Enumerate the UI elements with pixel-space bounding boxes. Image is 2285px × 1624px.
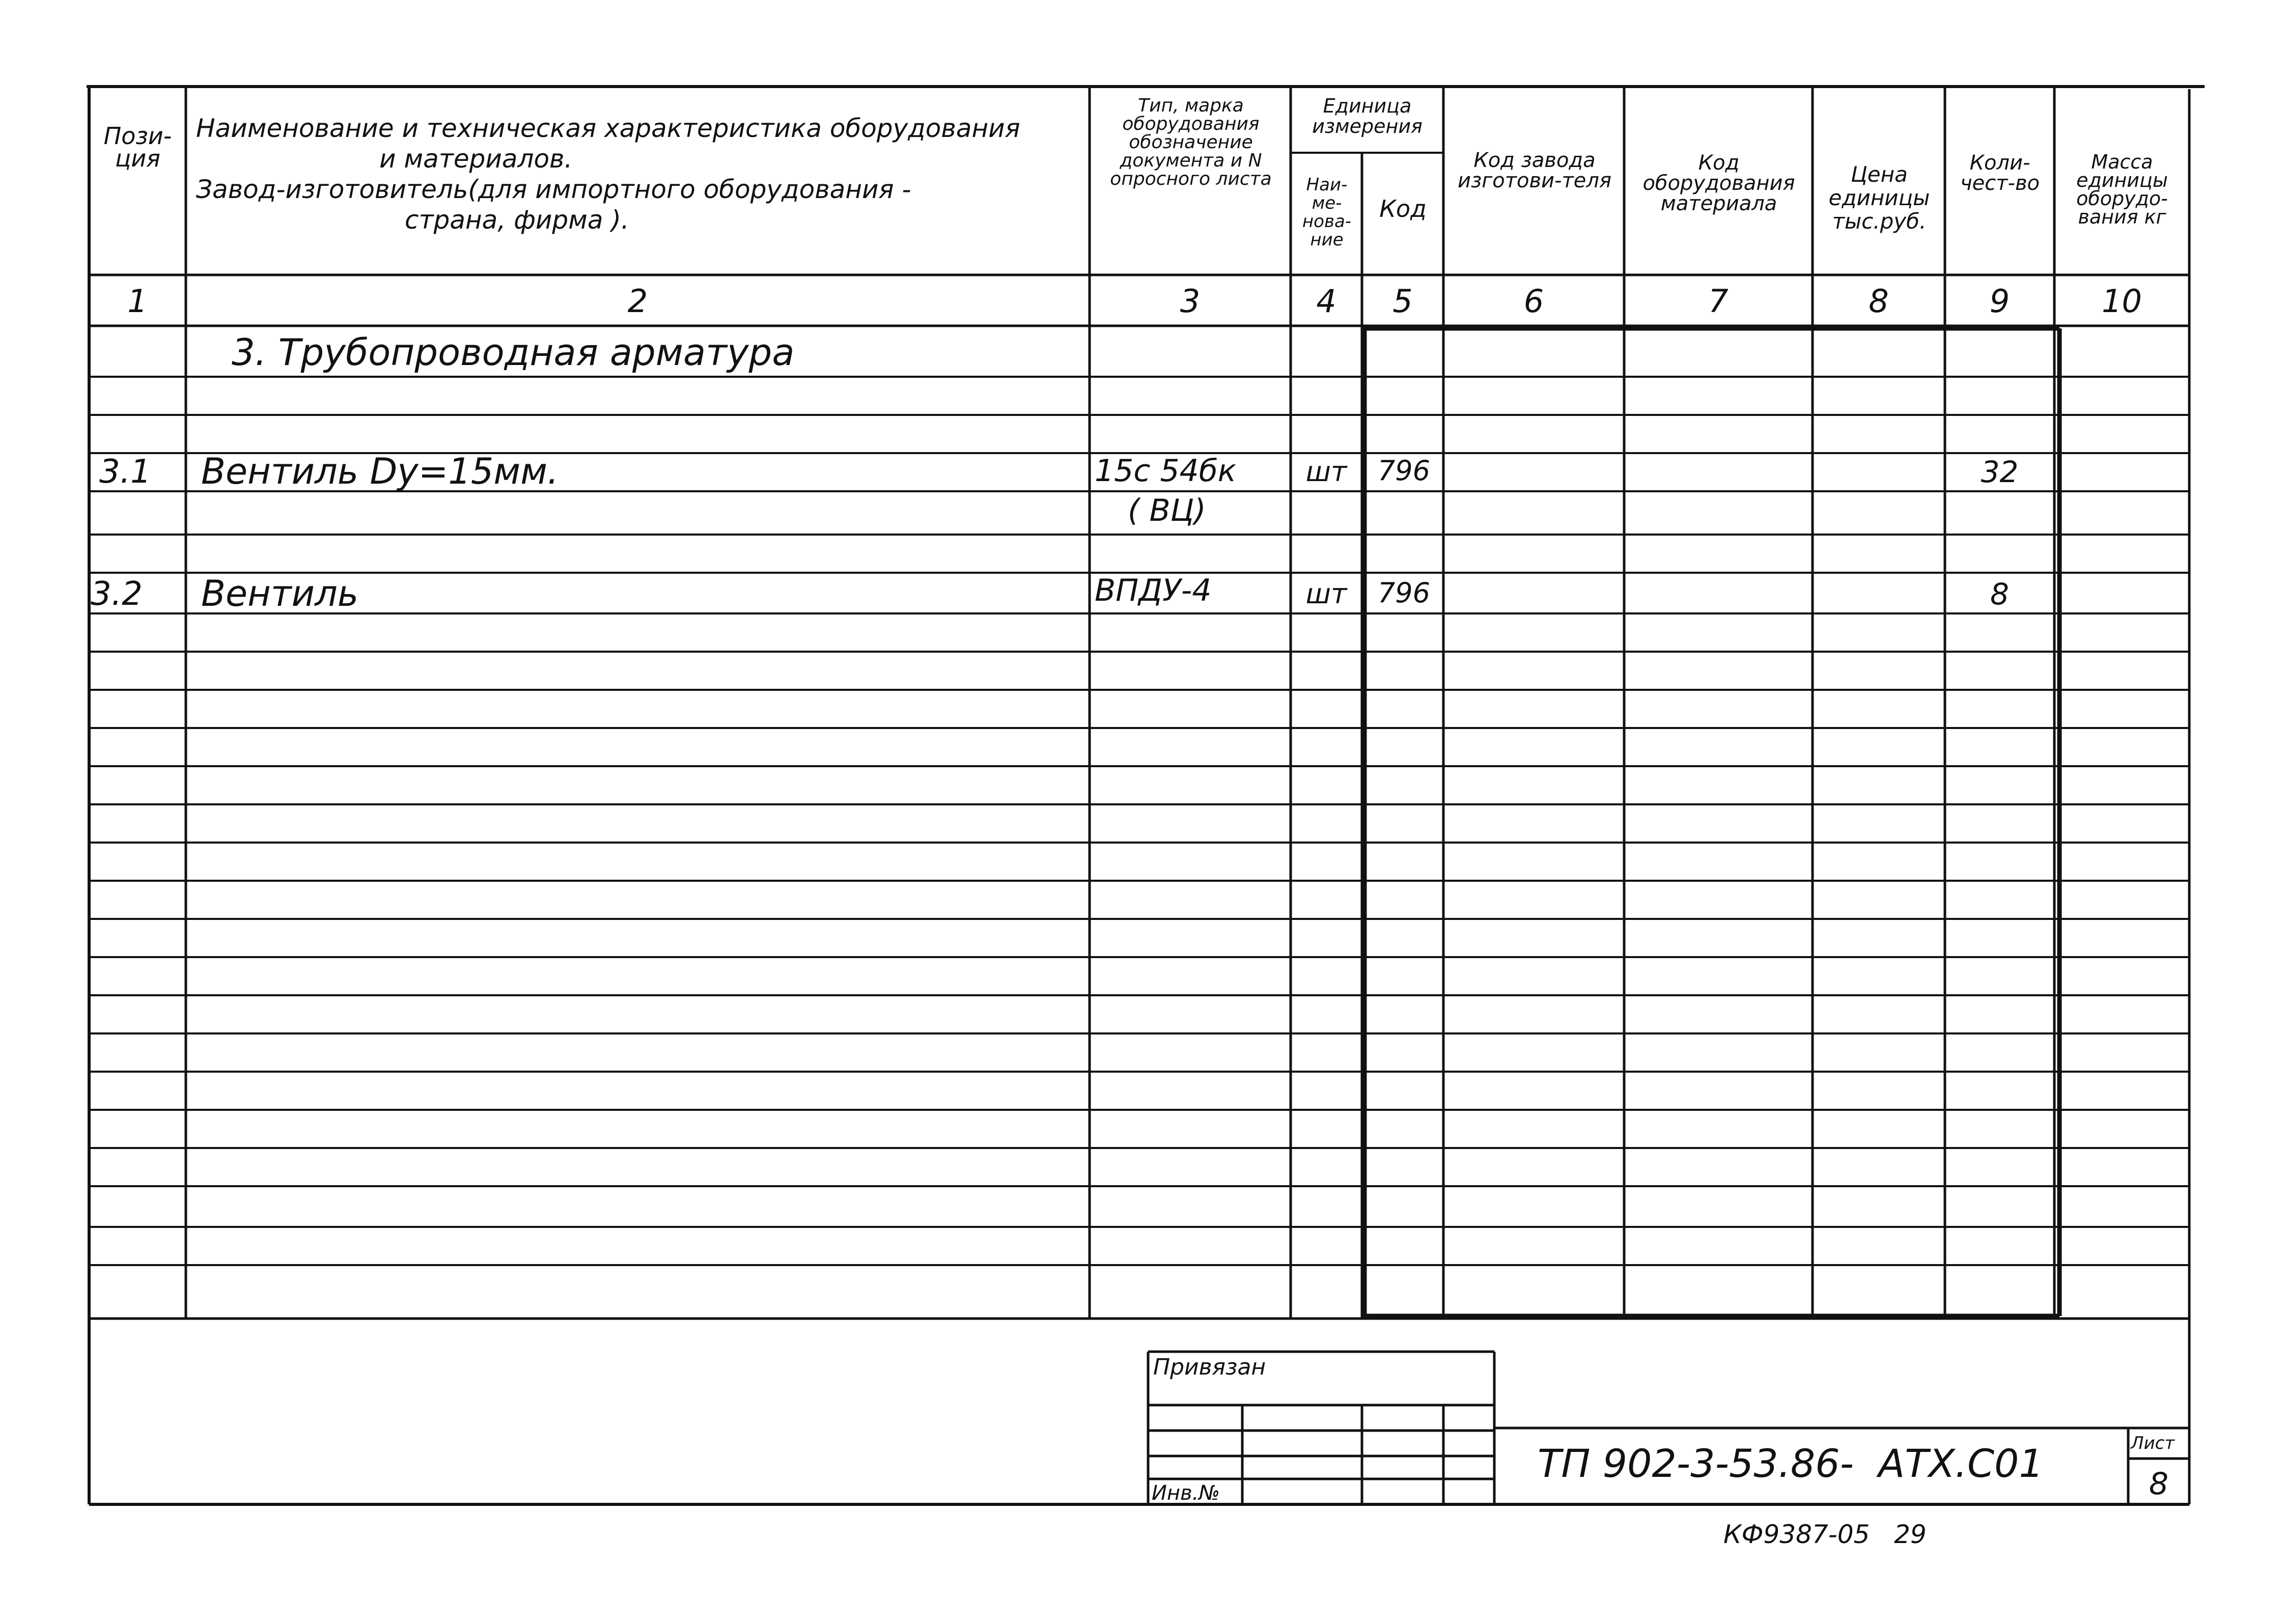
column-number-9: 9 [1989, 283, 2010, 320]
row-unit-code: 796 [1377, 455, 1431, 487]
column-number-6: 6 [1523, 283, 1544, 320]
stamp-privyazan: Привязан [1153, 1354, 1266, 1380]
header-unit-name: Наи-ме-нова-ние [1302, 175, 1352, 250]
column-number-7: 7 [1708, 283, 1729, 320]
header-factory-code: Код завода изготови-теля [1457, 149, 1612, 192]
row-quantity: 8 [1990, 577, 2009, 611]
row-name: Вентиль [201, 573, 359, 614]
document-code: ТП 902-3-53.86- АТХ.С01 [1538, 1441, 2044, 1486]
header-quantity: Коли-чест-во [1960, 151, 2040, 195]
column-number-2: 2 [627, 283, 648, 320]
column-number-4: 4 [1316, 283, 1336, 320]
row-type-note: ( ВЦ) [1128, 493, 1206, 528]
header-name-line2: и материалов. [379, 144, 573, 174]
header-equipment-code: Код оборудования материала [1642, 151, 1795, 215]
header-price: Цена единицы тыс.руб. [1828, 162, 1930, 234]
header-name-line4: страна, фирма ). [405, 205, 629, 235]
row-type: 15с 54бк [1095, 453, 1236, 489]
header-name [196, 113, 1082, 235]
column-number-8: 8 [1869, 283, 1889, 320]
header-unit-group: Единица измерения [1312, 95, 1423, 137]
header-mass: Масса единицы оборудо-вания кг [2076, 151, 2168, 228]
header-name-line3: Завод-изготовитель(для импортного оборудования - [196, 175, 911, 204]
header-position: Пози- ция [103, 122, 172, 172]
sheet-number: 8 [2149, 1466, 2169, 1502]
row-unit: шт [1305, 456, 1347, 488]
column-number-10: 10 [2102, 283, 2142, 320]
section-title: 3. Трубопроводная арматура [232, 331, 795, 374]
row-position: 3.1 [99, 453, 151, 491]
stamp-inventory: Инв.№ [1152, 1481, 1220, 1505]
header-unit-code: Код [1379, 195, 1427, 222]
row-unit: шт [1305, 578, 1347, 610]
row-quantity: 32 [1981, 455, 2019, 489]
column-number-1: 1 [127, 283, 148, 320]
column-number-5: 5 [1392, 283, 1413, 320]
header-type: Тип, марка оборудования обозначение документа и N опросного листа [1110, 95, 1272, 189]
row-position: 3.2 [91, 575, 143, 613]
row-unit-code: 796 [1377, 577, 1431, 609]
row-name: Вентиль Dу=15мм. [201, 451, 559, 492]
header-name-line1: Наименование и техническая характеристика оборудования [196, 114, 1020, 143]
sheet-label: Лист [2131, 1433, 2175, 1453]
column-number-3: 3 [1180, 283, 1201, 320]
row-type: ВПДУ-4 [1095, 573, 1212, 608]
footer-mark: КФ9387-05 29 [1723, 1520, 1927, 1549]
